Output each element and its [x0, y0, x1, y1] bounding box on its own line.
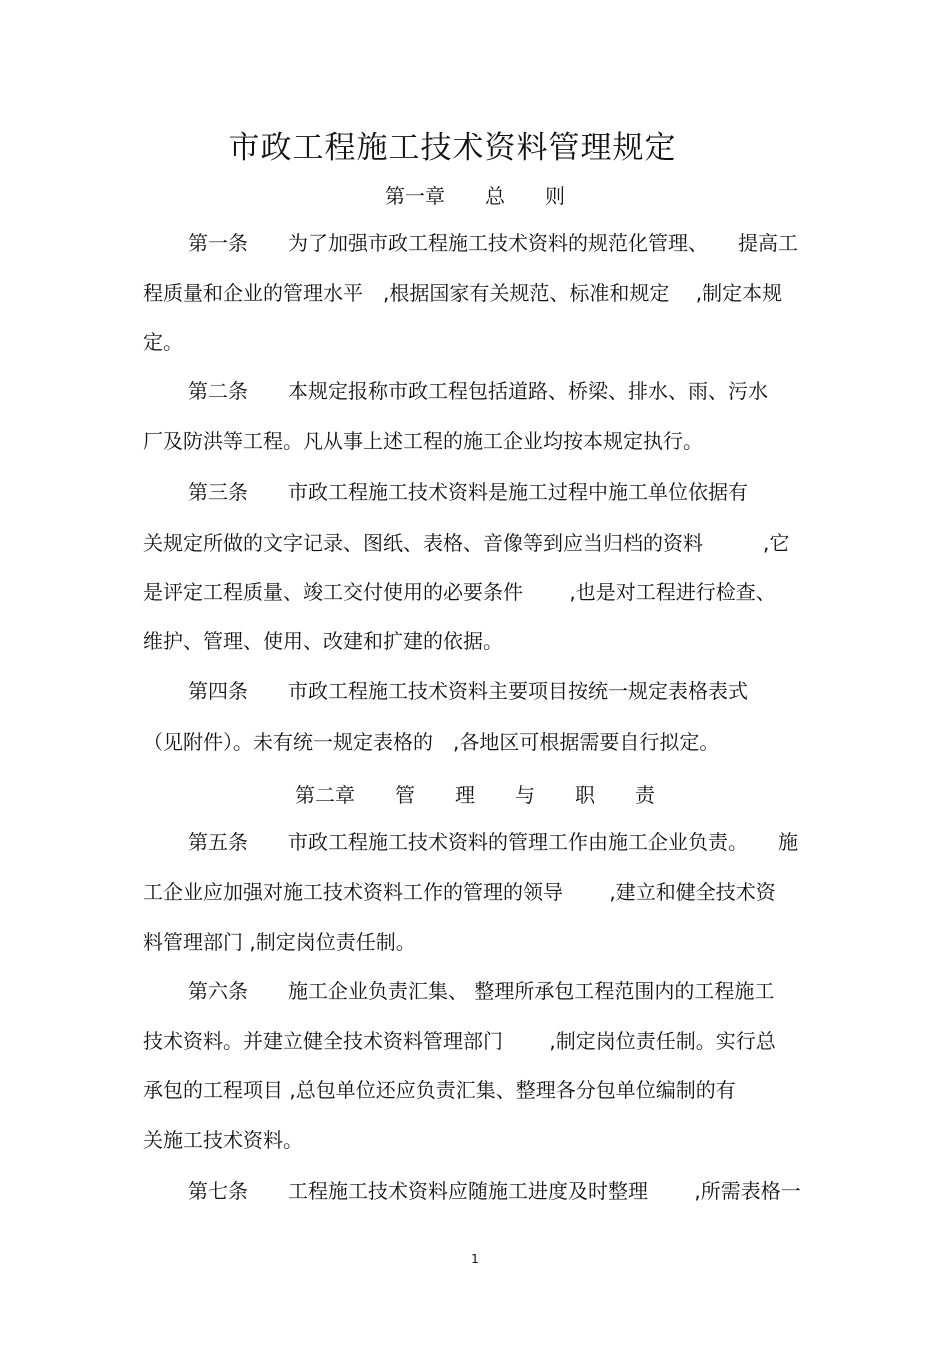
chapter-2-heading: 第二章 管 理 与 职 责 [295, 783, 655, 807]
article-5-line-3: 料管理部门 ,制定岗位责任制。 [143, 930, 416, 954]
article-2-line-2: 厂及防洪等工程。凡从事上述工程的施工企业均按本规定执行。 [143, 429, 703, 453]
article-1-line-2: 程质量和企业的管理水平 ,根据国家有关规范、标准和规定 ,制定本规 [143, 281, 783, 305]
article-2-line-1: 第二条 本规定报称市政工程包括道路、桥梁、排水、雨、污水 [188, 379, 768, 403]
chapter-1-heading: 第一章 总 则 [385, 184, 565, 208]
article-5-line-2: 工企业应加强对施工技术资料工作的管理的领导 ,建立和健全技术资 [143, 880, 776, 904]
article-6-line-3: 承包的工程项目 ,总包单位还应负责汇集、整理各分包单位编制的有 [143, 1078, 736, 1102]
article-6-line-1: 第六条 施工企业负责汇集、 整理所承包工程范围内的工程施工 [188, 979, 775, 1003]
article-3-line-2: 关规定所做的文字记录、图纸、表格、音像等到应当归档的资料 ,它 [143, 531, 790, 555]
article-1-line-1: 第一条 为了加强市政工程施工技术资料的规范化管理、 提高工 [188, 231, 798, 255]
article-4-line-1: 第四条 市政工程施工技术资料主要项目按统一规定表格表式 [188, 679, 748, 703]
article-3-line-4: 维护、管理、使用、改建和扩建的依据。 [143, 629, 503, 653]
article-4-line-2: （见附件）。未有统一规定表格的 ,各地区可根据需要自行拟定。 [143, 730, 720, 754]
article-5-line-1: 第五条 市政工程施工技术资料的管理工作由施工企业负责。 施 [188, 830, 798, 854]
page-number: 1 [471, 1252, 479, 1266]
article-6-line-4: 关施工技术资料。 [143, 1128, 303, 1152]
article-7-line-1: 第七条 工程施工技术资料应随施工进度及时整理 ,所需表格一 [188, 1179, 801, 1203]
article-3-line-3: 是评定工程质量、竣工交付使用的必要条件 ,也是对工程进行检查、 [143, 580, 776, 604]
article-6-line-2: 技术资料。并建立健全技术资料管理部门 ,制定岗位责任制。实行总 [143, 1029, 776, 1053]
article-3-line-1: 第三条 市政工程施工技术资料是施工过程中施工单位依据有 [188, 480, 748, 504]
document-title: 市政工程施工技术资料管理规定 [228, 130, 677, 166]
article-1-line-3: 定。 [143, 330, 183, 354]
